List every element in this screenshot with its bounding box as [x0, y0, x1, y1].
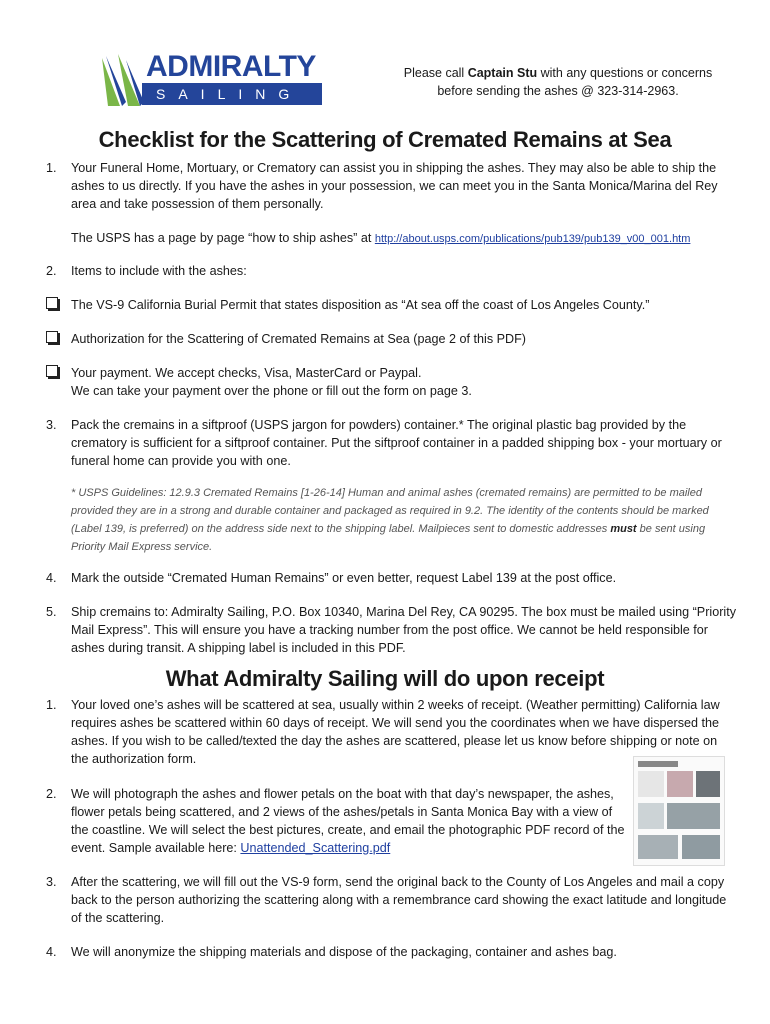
sample-pdf-link[interactable]: Unattended_Scattering.pdf [240, 841, 391, 855]
contact-note: Please call Captain Stu with any questions or concerns before sending the ashes @ 323-314-2963. [403, 66, 713, 98]
list-item: 4. We will anonymize the shipping materials and dispose of the packaging, container and ashes bag. [46, 945, 617, 959]
checkbox-icon[interactable] [46, 365, 58, 377]
checkbox-icon[interactable] [46, 297, 58, 309]
receipt-title: What Admiralty Sailing will do upon receipt [165, 666, 605, 691]
usps-guidelines-note: * USPS Guidelines: 12.9.3 Cremated Remains [1-26-14] Human and animal ashes (cremated remains) are permitted to be mailed provided they are in a strong and durable container and packaged as required in 9.2. The identity of the contents should be marked (Label 139, is preferred) on the address side next to the shipping label. Mailpieces sent to domestic addresses must be sent using Priority Mail Express service. [71, 487, 709, 553]
sample-pdf-thumbnail [633, 756, 725, 866]
list-item: 3. After the scattering, we will fill out the VS-9 form, send the original back to the County of Los Angeles and mail a copy back to the person authorizing the scattering along with a remembrance card showing the exact latitude and longitude of the scattering. [46, 875, 727, 925]
checklist-title: Checklist for the Scattering of Cremated Remains at Sea [98, 127, 672, 152]
usps-reference: The USPS has a page by page “how to ship ashes” at http://about.usps.com/publications/pub139/pub139_v00_001.htm [71, 231, 691, 245]
usps-link[interactable]: http://about.usps.com/publications/pub139/pub139_v00_001.htm [374, 233, 691, 245]
checklist-item: Authorization for the Scattering of Cremated Remains at Sea (page 2 of this PDF) [46, 330, 736, 348]
captain-name: Captain Stu [467, 66, 538, 80]
admiralty-sailing-logo [100, 50, 325, 108]
checklist-item: The VS-9 California Burial Permit that states disposition as “At sea off the coast of Los Angeles County.” [46, 296, 736, 314]
list-item: 1. Your Funeral Home, Mortuary, or Crematory can assist you in shipping the ashes. They may also be able to ship the ashes to us directly. If you have the ashes in your possession, we can meet you in the Santa Monica/Marina del Rey area and take possession of them personally. [46, 161, 718, 211]
logo-subtitle: SAILING [142, 83, 322, 105]
logo-wordmark: ADMIRALTY [146, 50, 316, 83]
sail-logo-icon [100, 52, 144, 108]
list-item: 4. Mark the outside “Cremated Human Remains” or even better, request Label 139 at the post office. [46, 571, 617, 585]
checklist-item: Your payment. We accept checks, Visa, MasterCard or Paypal. We can take your payment over the phone or fill out the form on page 3. [46, 364, 736, 400]
list-item: 1. Your loved one’s ashes will be scattered at sea, usually within 2 weeks of receipt. (Weather permitting) California law requires ashes be scattered within 60 days of receipt. We will send you the coordinates when we have dispersed the ashes. If you wish to be called/texted the day the ashes are scattered, please let us know before shipping or note on the authorization form. [46, 698, 720, 766]
checkbox-icon[interactable] [46, 331, 58, 343]
list-item: 5. Ship cremains to: Admiralty Sailing, P.O. Box 10340, Marina Del Rey, CA 90295. The box must be mailed using “Priority Mail Express”. This will ensure you have a tracking number from the post office. We cannot be held responsible for ashes during transit. A shipping label is included in this PDF. [46, 605, 736, 655]
list-item: 2. Items to include with the ashes: [46, 264, 247, 278]
list-item: 3. Pack the cremains in a siftproof (USPS jargon for powders) container.* The original plastic bag provided by the crematory is sufficient for a siftproof container. Put the siftproof container in a padded shipping box - your mortuary or funeral home can provide you with one. [46, 418, 722, 468]
list-item: 2. We will photograph the ashes and flower petals on the boat with that day’s newspaper, the ashes, flower petals being scattered, and 2 views of the ashes/petals in Santa Monica Bay with a view of the coastline. We will select the best pictures, create, and email the photographic PDF record of the event. Sample available here: Unattended_Scattering.pdf [46, 787, 625, 855]
